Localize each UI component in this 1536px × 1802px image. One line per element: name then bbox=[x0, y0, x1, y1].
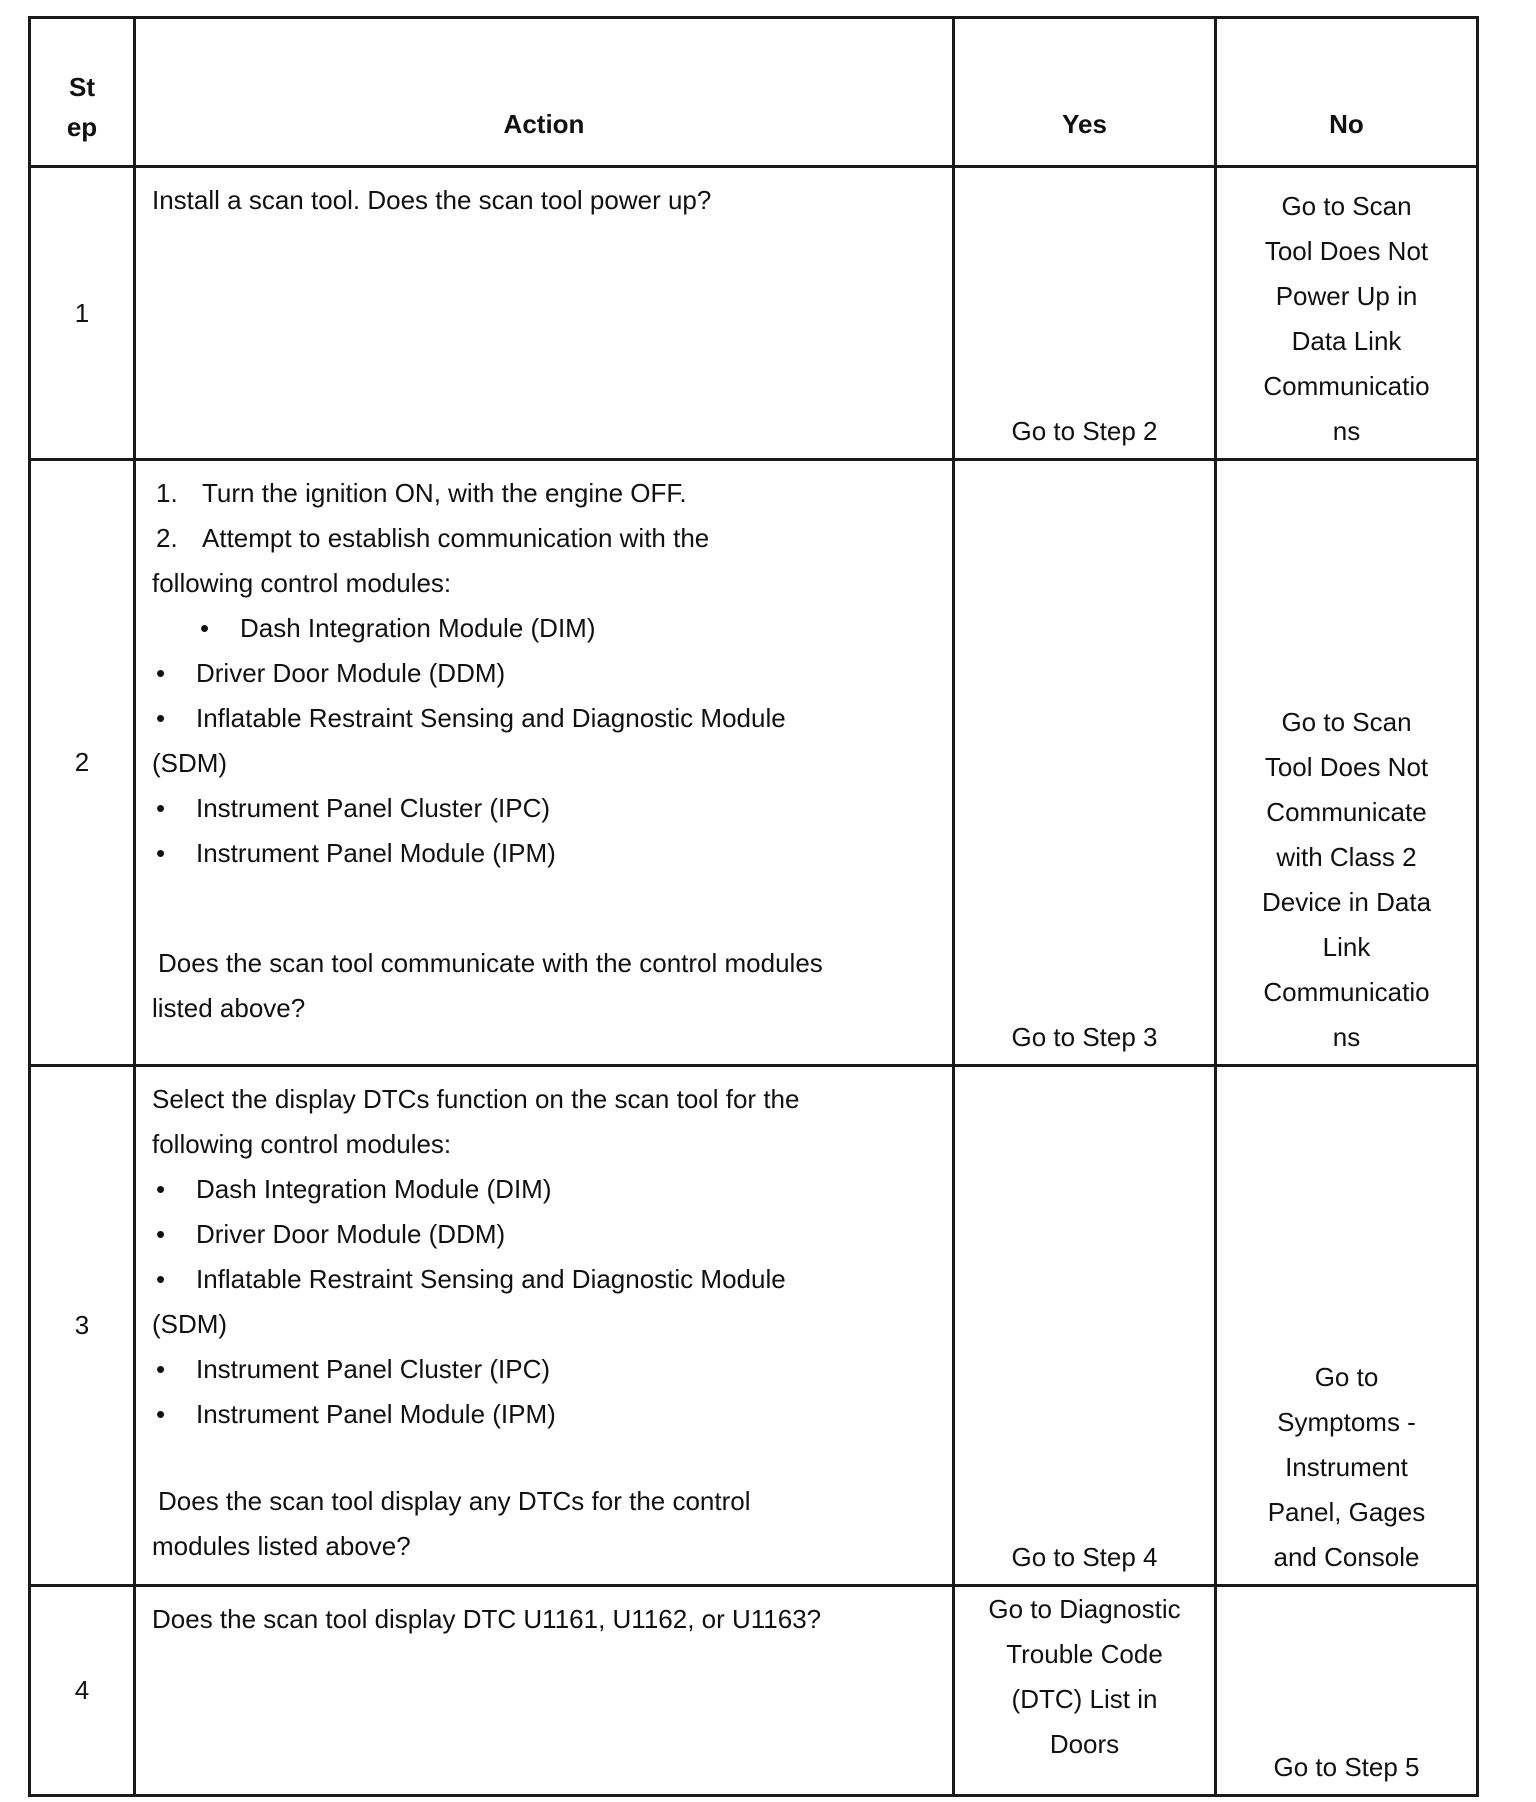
header-step bbox=[30, 18, 135, 167]
intro-text: Select the display DTCs function on the scan tool for the bbox=[152, 1084, 800, 1114]
yes-cell bbox=[954, 167, 1216, 460]
no-text-line: ns bbox=[1332, 416, 1361, 446]
yes-text-line: Go to Diagnostic bbox=[988, 1594, 1181, 1624]
yes-text: Go to Step 3 bbox=[1011, 1022, 1158, 1052]
step-number: 3 bbox=[30, 1066, 135, 1586]
no-text-line: Tool Does Not bbox=[1264, 752, 1429, 782]
no-cell bbox=[1216, 167, 1478, 460]
header-no: No bbox=[1216, 18, 1478, 167]
action-cell bbox=[135, 1066, 954, 1586]
bullet-item: • Driver Door Module (DDM) bbox=[156, 1219, 506, 1249]
yes-text: Go to Step 4 bbox=[1011, 1542, 1158, 1572]
yes-text-line: Doors bbox=[1049, 1729, 1120, 1759]
table-row-step-3 bbox=[30, 1066, 1478, 1586]
bullet-item: • Instrument Panel Cluster (IPC) bbox=[156, 793, 551, 823]
bullet-item: • Driver Door Module (DDM) bbox=[156, 658, 506, 688]
question-text: Does the scan tool display any DTCs for the control bbox=[158, 1486, 751, 1516]
bullet-item: • Inflatable Restraint Sensing and Diagnostic Module bbox=[156, 703, 786, 733]
action-text: Does the scan tool display DTC U1161, U1162, or U1163? bbox=[152, 1604, 822, 1634]
bullet-item: • Instrument Panel Module (IPM) bbox=[156, 1399, 556, 1429]
header-action: Action bbox=[135, 18, 954, 167]
intro-text: following control modules: bbox=[152, 1129, 452, 1159]
bullet-item: • Dash Integration Module (DIM) bbox=[156, 1174, 552, 1204]
no-cell bbox=[1216, 1586, 1478, 1796]
action-cell bbox=[135, 1586, 954, 1796]
diagnostic-table bbox=[28, 16, 1479, 1797]
no-cell bbox=[1216, 1066, 1478, 1586]
no-text-line: ns bbox=[1332, 1022, 1361, 1052]
no-text-line: with Class 2 bbox=[1276, 842, 1417, 872]
yes-text-line: Trouble Code bbox=[1006, 1639, 1163, 1669]
no-text-line: Panel, Gages bbox=[1267, 1497, 1426, 1527]
yes-text-line: (DTC) List in bbox=[1011, 1684, 1158, 1714]
no-text-line: Link bbox=[1322, 932, 1371, 962]
yes-cell bbox=[954, 1586, 1216, 1796]
step-number: 4 bbox=[30, 1586, 135, 1796]
numbered-item: 1. Turn the ignition ON, with the engine OFF. bbox=[156, 478, 687, 508]
numbered-item: 2. Attempt to establish communication with the bbox=[156, 523, 710, 553]
question-text: Does the scan tool communicate with the control modules bbox=[158, 948, 823, 978]
no-text-line: Communicatio bbox=[1263, 371, 1430, 401]
no-cell bbox=[1216, 460, 1478, 1066]
no-text-line: Go to bbox=[1314, 1362, 1379, 1392]
question-text: modules listed above? bbox=[152, 1531, 411, 1561]
no-text-line: Power Up in bbox=[1275, 281, 1418, 311]
no-text-line: Tool Does Not bbox=[1264, 236, 1429, 266]
table-row-step-4 bbox=[30, 1586, 1478, 1796]
action-text: Install a scan tool. Does the scan tool power up? bbox=[152, 185, 712, 215]
action-cell bbox=[135, 460, 954, 1066]
table-row-step-2 bbox=[30, 460, 1478, 1066]
bullet-item-continuation: (SDM) bbox=[152, 1309, 228, 1339]
no-text-line: Go to Scan bbox=[1281, 707, 1412, 737]
bullet-item: • Instrument Panel Cluster (IPC) bbox=[156, 1354, 551, 1384]
table-row-step-1 bbox=[30, 167, 1478, 460]
numbered-item-continuation: following control modules: bbox=[152, 568, 452, 598]
no-text-line: Symptoms - bbox=[1277, 1407, 1416, 1437]
header-row bbox=[30, 18, 1478, 167]
no-text-line: and Console bbox=[1273, 1542, 1420, 1572]
no-text: Go to Step 5 bbox=[1273, 1752, 1420, 1782]
question-text: listed above? bbox=[152, 993, 306, 1023]
header-step-line1: St bbox=[69, 72, 95, 102]
header-step-line2: ep bbox=[66, 112, 98, 142]
no-text-line: Go to Scan bbox=[1281, 191, 1412, 221]
bullet-item: • Inflatable Restraint Sensing and Diagnostic Module bbox=[156, 1264, 786, 1294]
no-text-line: Instrument bbox=[1285, 1452, 1408, 1482]
yes-text: Go to Step 2 bbox=[1011, 416, 1158, 446]
bullet-item: • Dash Integration Module (DIM) bbox=[200, 613, 596, 643]
header-yes: Yes bbox=[954, 18, 1216, 167]
no-text-line: Communicate bbox=[1266, 797, 1427, 827]
step-number: 2 bbox=[30, 460, 135, 1066]
yes-cell bbox=[954, 1066, 1216, 1586]
step-number: 1 bbox=[30, 167, 135, 460]
bullet-item: • Instrument Panel Module (IPM) bbox=[156, 838, 556, 868]
yes-cell bbox=[954, 460, 1216, 1066]
no-text-line: Communicatio bbox=[1263, 977, 1430, 1007]
bullet-item-continuation: (SDM) bbox=[152, 748, 228, 778]
action-cell bbox=[135, 167, 954, 460]
no-text-line: Data Link bbox=[1291, 326, 1402, 356]
no-text-line: Device in Data bbox=[1261, 887, 1432, 917]
